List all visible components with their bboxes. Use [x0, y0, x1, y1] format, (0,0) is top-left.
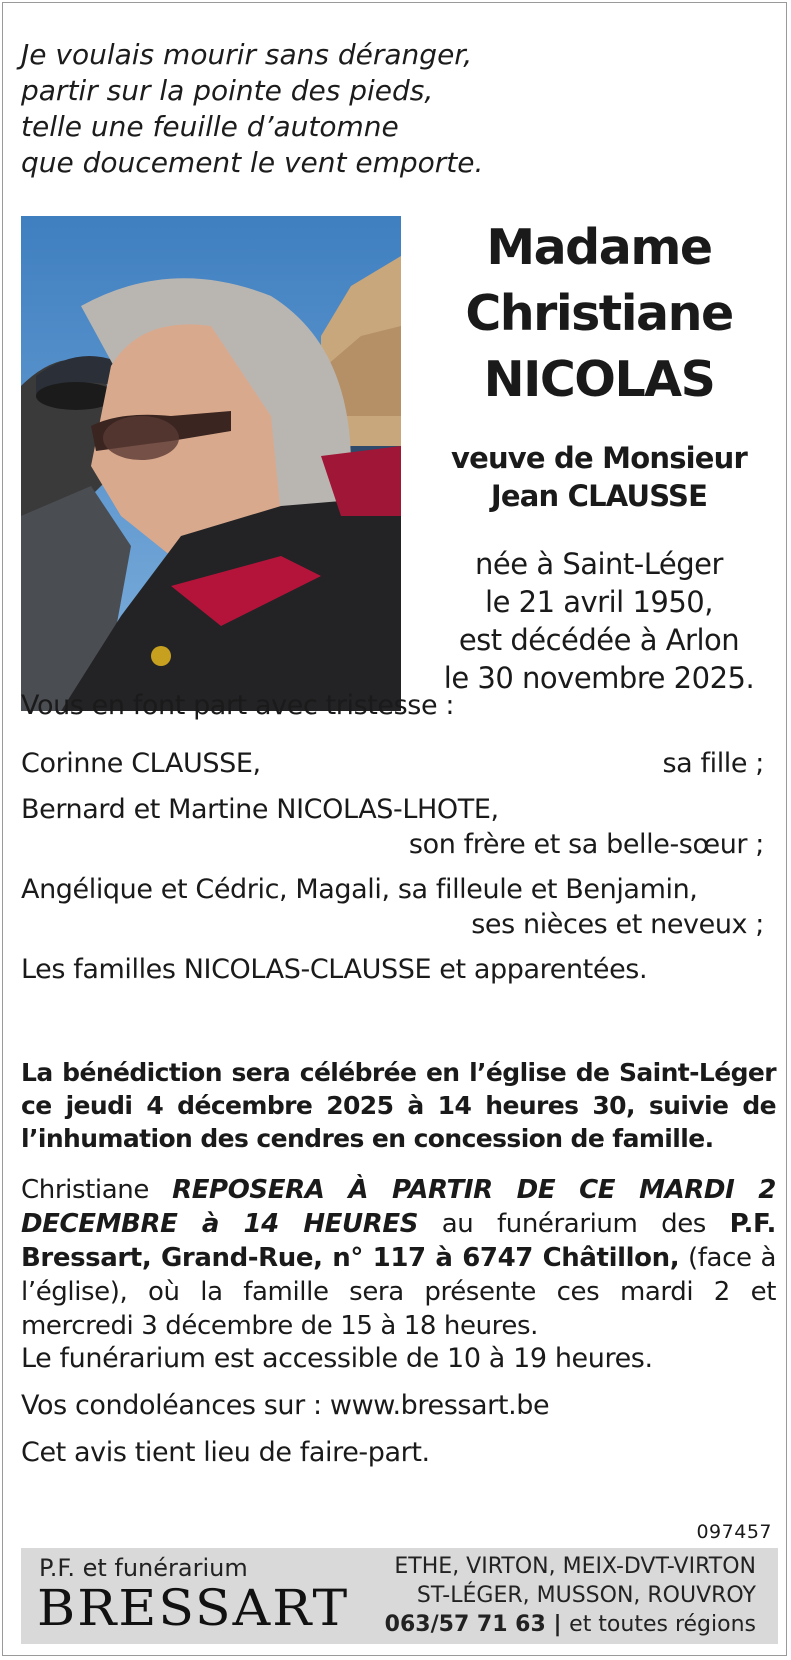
funeral-home-footer: [21, 1548, 778, 1644]
condolences-line: Vos condoléances sur : www.bressart.be: [21, 1390, 550, 1421]
deceased-first-name: Christiane: [465, 285, 733, 342]
poem-line: partir sur la pointe des pieds,: [21, 74, 434, 107]
contact-line: [385, 1610, 756, 1639]
brand-logo: BRESSART: [37, 1580, 350, 1638]
family-relation: ses nièces et neveux ;: [471, 909, 764, 940]
death-line: le 30 novembre 2025.: [443, 661, 755, 695]
poem-line: Je voulais mourir sans déranger,: [21, 38, 473, 71]
hours-line: Le funérarium est accessible de 10 à 19 heures.: [21, 1343, 653, 1374]
visitation-details: (face à l’église), où la famille sera présente ces mardi 2 et mercredi 3 décembre de 15 à 18 heures.: [21, 1243, 776, 1341]
family-member-name: Angélique et Cédric, Magali, sa filleule et Benjamin,: [21, 874, 698, 905]
birth-death-info: [419, 545, 779, 697]
locations-line: ETHE, VIRTON, MEIX-DVT-VIRTON: [394, 1554, 756, 1579]
phone-number: 063/57 71 63: [384, 1612, 546, 1637]
visitation-info: [21, 1173, 776, 1343]
visitation-text: au funérarium des: [418, 1209, 730, 1239]
birth-line: née à Saint-Léger: [475, 547, 723, 581]
visitation-address: P.F. Bressart, Grand-Rue, n° 117 à 6747 Châtillon,: [21, 1209, 776, 1273]
death-line: est décédée à Arlon: [458, 623, 740, 657]
ceremony-info: La bénédiction sera célébrée en l’église de Saint-Léger ce jeudi 4 décembre 2025 à 14 heures 30, suivie de l’inhumation des cendres en concession de famille.: [21, 1058, 776, 1153]
deceased-title: Madame: [486, 219, 712, 276]
poem-line: que doucement le vent emporte.: [21, 146, 484, 179]
reference-number: 097457: [696, 1521, 772, 1543]
pf-label: P.F. et funérarium: [39, 1554, 248, 1582]
poem-line: telle une feuille d’automne: [21, 110, 399, 143]
widow-of: [419, 439, 779, 515]
visitation-name: Christiane: [21, 1175, 173, 1205]
announcement: Vous en font part avec tristesse :: [21, 690, 455, 721]
deceased-last-name: NICOLAS: [483, 351, 715, 408]
family-member-name: Corinne CLAUSSE,: [21, 748, 261, 779]
visitation-date: REPOSERA À PARTIR DE CE MARDI 2 DECEMBRE à 14 HEURES: [21, 1175, 776, 1239]
separator: |: [545, 1612, 570, 1637]
family-relation: sa fille ;: [662, 748, 764, 779]
regions-text: et toutes régions: [569, 1612, 756, 1637]
family-relation: son frère et sa belle-sœur ;: [408, 829, 764, 860]
locations: [385, 1552, 756, 1639]
deceased-block: [419, 215, 779, 697]
portrait-photo: [21, 216, 401, 711]
family-member-name: Bernard et Martine NICOLAS-LHOTE,: [21, 794, 499, 825]
notice-line: Cet avis tient lieu de faire-part.: [21, 1437, 430, 1468]
birth-line: le 21 avril 1950,: [485, 585, 713, 619]
widow-line: Jean CLAUSSE: [490, 479, 708, 513]
obituary-notice: [2, 2, 787, 1656]
families-line: Les familles NICOLAS-CLAUSSE et apparentées.: [21, 954, 648, 985]
locations-line: ST-LÉGER, MUSSON, ROUVROY: [416, 1583, 756, 1608]
family-member-row: [21, 746, 776, 781]
widow-line: veuve de Monsieur: [450, 441, 748, 475]
poem: [21, 37, 581, 181]
